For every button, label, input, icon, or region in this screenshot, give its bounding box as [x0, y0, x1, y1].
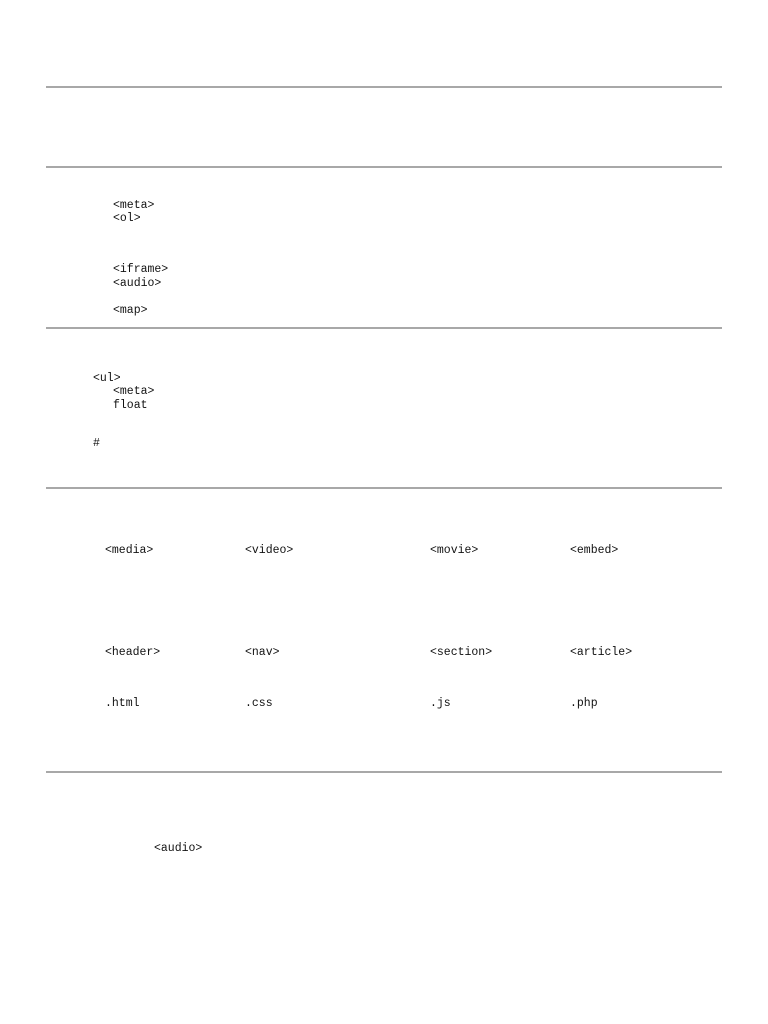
- code-line: <ul>: [93, 372, 121, 385]
- tag-text: <audio>: [154, 842, 203, 855]
- option-text: <video>: [245, 544, 294, 557]
- tag-text: <ol>: [113, 212, 141, 225]
- option-text: <article>: [570, 646, 633, 659]
- option-text: <nav>: [245, 646, 280, 659]
- separator-2: [46, 166, 722, 168]
- code-line: #: [93, 437, 100, 450]
- code-line: <meta>: [113, 385, 155, 398]
- option-text: <embed>: [570, 544, 619, 557]
- separator-4: [46, 487, 722, 489]
- option-text: .js: [430, 697, 451, 710]
- tag-text: <meta>: [113, 199, 155, 212]
- option-text: <header>: [105, 646, 161, 659]
- code-line: float: [113, 399, 148, 412]
- separator-1: [46, 86, 722, 88]
- option-text: .php: [570, 697, 598, 710]
- option-text: .html: [105, 697, 140, 710]
- option-text: <section>: [430, 646, 493, 659]
- tag-text: <audio>: [113, 277, 162, 290]
- separator-3: [46, 327, 722, 329]
- tag-text: <iframe>: [113, 263, 169, 276]
- option-text: <movie>: [430, 544, 479, 557]
- tag-text: <map>: [113, 304, 148, 317]
- option-text: .css: [245, 697, 273, 710]
- separator-5: [46, 771, 722, 773]
- option-text: <media>: [105, 544, 154, 557]
